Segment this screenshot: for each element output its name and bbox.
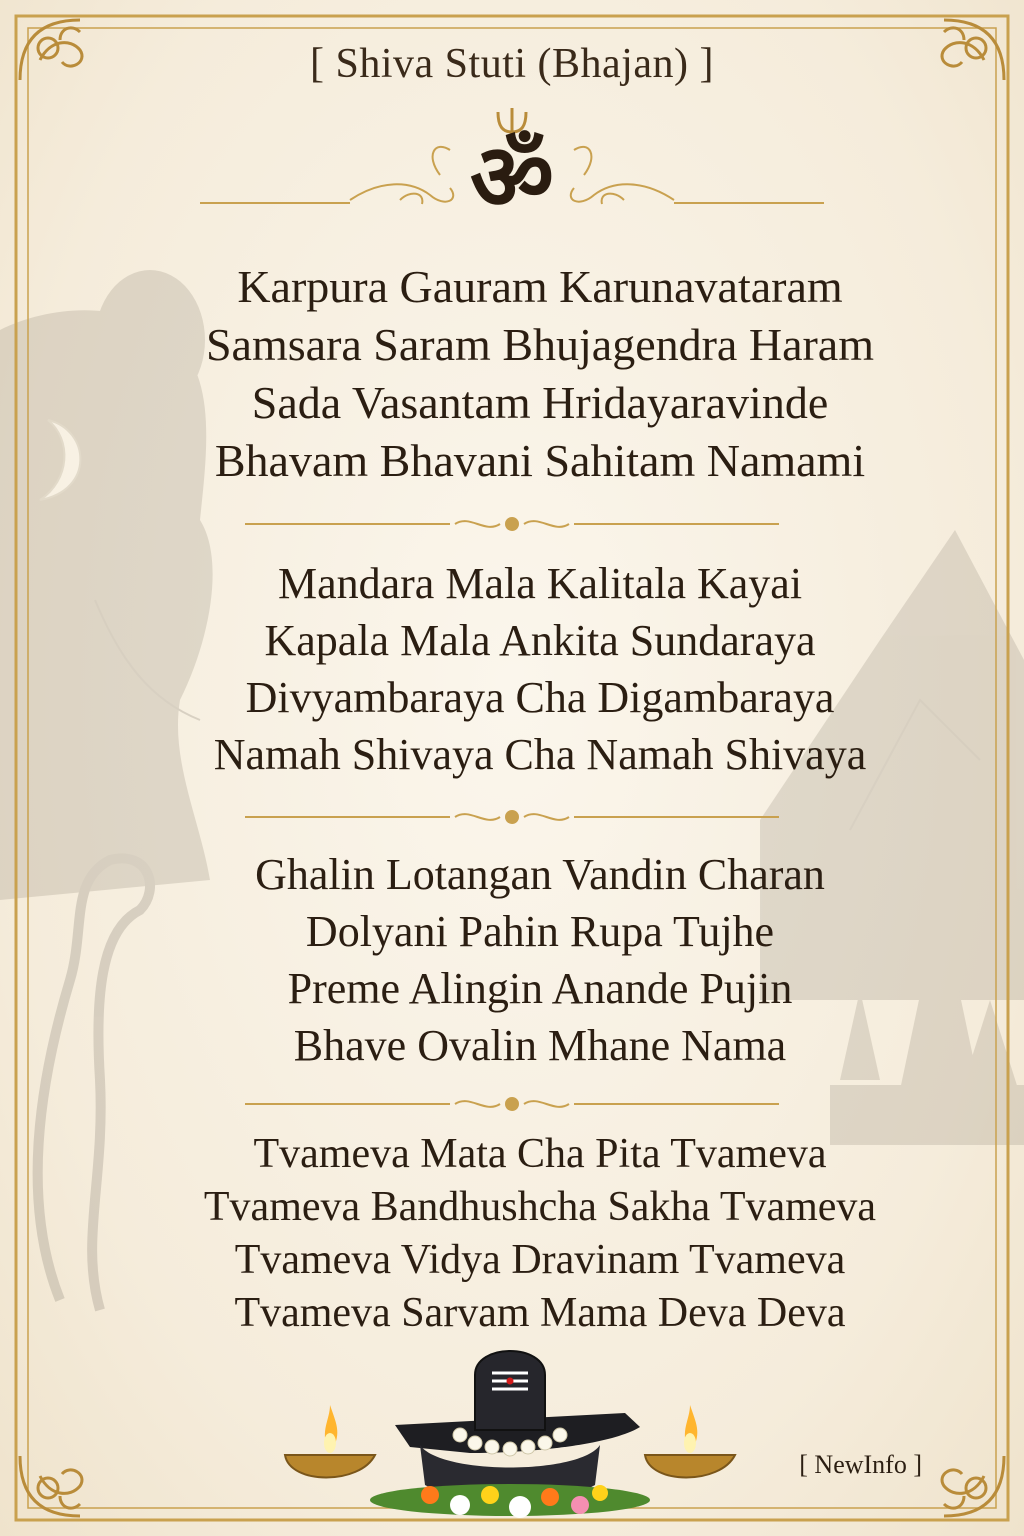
- verse-line: Tvameva Mata Cha Pita Tvameva: [253, 1131, 827, 1177]
- verse-line: Tvameva Bandhushcha Sakha Tvameva: [203, 1184, 877, 1230]
- ornamental-divider: [245, 805, 779, 829]
- ornamental-divider: [245, 1092, 779, 1116]
- verse-line: Bhave Ovalin Mhane Nama: [293, 1021, 787, 1070]
- diya-lamp-icon: [645, 1405, 735, 1478]
- verse-4: [150, 1128, 930, 1340]
- verse-line: Tvameva Vidya Dravinam Tvameva: [234, 1237, 846, 1283]
- verse-line: Ghalin Lotangan Vandin Charan: [255, 850, 825, 899]
- page-title: [ Shiva Stuti (Bhajan) ]: [310, 41, 714, 87]
- credit-label: [ NewInfo ]: [799, 1450, 922, 1479]
- verse-line: Tvameva Sarvam Mama Deva Deva: [234, 1290, 846, 1336]
- verse-line: Kapala Mala Ankita Sundaraya: [264, 616, 816, 665]
- verse-line: Bhavam Bhavani Sahitam Namami: [214, 435, 866, 486]
- ornamental-divider: [245, 512, 779, 536]
- verse-line: Preme Alingin Anande Pujin: [287, 964, 793, 1013]
- verse-2: [150, 555, 930, 783]
- corner-flourish-bottom-right: [942, 1456, 1004, 1516]
- shiva-lingam-illustration: [280, 1335, 750, 1525]
- verse-line: Sada Vasantam Hridayaravinde: [251, 377, 829, 428]
- verse-line: Divyambaraya Cha Digambaraya: [245, 673, 835, 722]
- corner-flourish-bottom-left: [20, 1456, 82, 1516]
- verse-line: Dolyani Pahin Rupa Tujhe: [305, 907, 775, 956]
- verse-line: Namah Shivaya Cha Namah Shivaya: [213, 730, 867, 779]
- verse-line: Karpura Gauram Karunavataram: [237, 261, 843, 312]
- verse-line: Mandara Mala Kalitala Kayai: [277, 559, 803, 608]
- diya-lamp-icon: [285, 1405, 375, 1478]
- verse-3: [150, 846, 930, 1074]
- om-icon: ॐ: [470, 124, 554, 231]
- verse-1: [150, 258, 930, 490]
- verse-line: Samsara Saram Bhujagendra Haram: [205, 319, 875, 370]
- flower-offering-icon: [370, 1484, 650, 1518]
